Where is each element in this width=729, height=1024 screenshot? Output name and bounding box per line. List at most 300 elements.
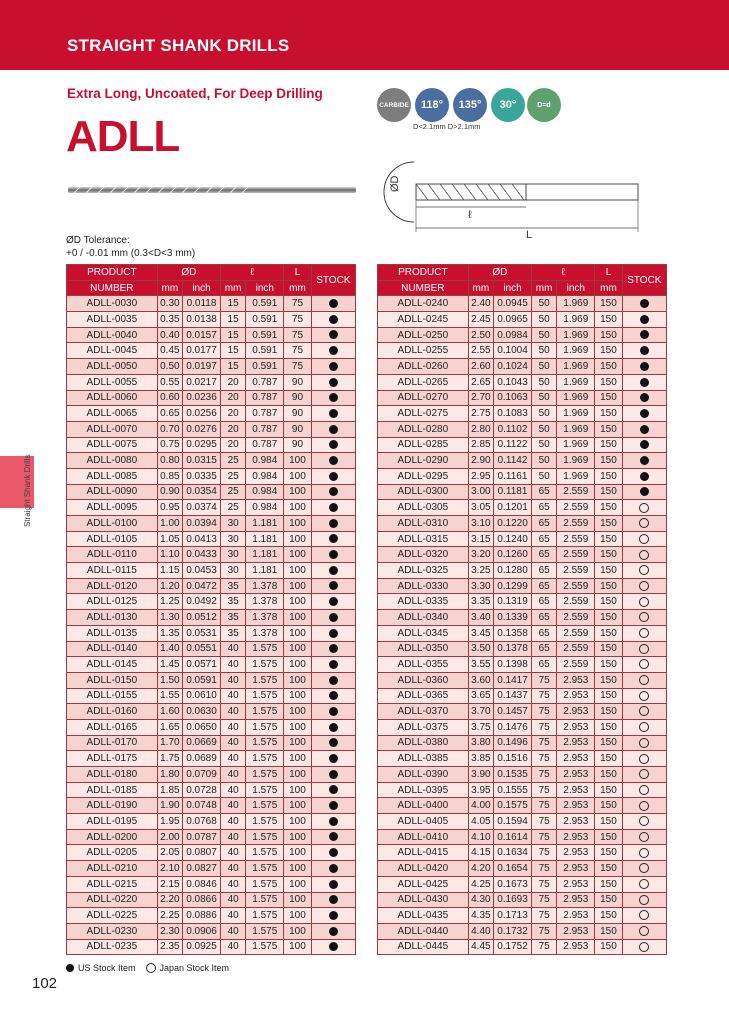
table-row <box>67 939 356 955</box>
length-mm-cell: 150 <box>595 312 622 328</box>
flute-inch-cell: 1.378 <box>246 578 284 594</box>
flute-mm-cell: 50 <box>531 437 556 453</box>
japan-stock-icon <box>639 879 649 889</box>
us-stock-icon <box>329 660 338 669</box>
length-mm-cell: 150 <box>595 327 622 343</box>
dia-mm-cell: 4.05 <box>468 814 493 830</box>
header-product: PRODUCT <box>67 265 158 281</box>
dia-inch-cell: 0.0787 <box>183 829 221 845</box>
flute-inch-cell: 1.969 <box>557 421 595 437</box>
stock-cell <box>311 594 355 610</box>
stock-cell <box>622 861 666 877</box>
table-row <box>67 421 356 437</box>
stock-cell <box>622 578 666 594</box>
stock-cell <box>311 923 355 939</box>
table-row <box>378 719 667 735</box>
us-stock-icon <box>640 330 649 339</box>
header-mm: mm <box>220 280 245 296</box>
flute-inch-cell: 1.575 <box>246 876 284 892</box>
length-mm-cell: 100 <box>284 845 311 861</box>
flute-mm-cell: 65 <box>531 625 556 641</box>
flute-inch-cell: 1.378 <box>246 594 284 610</box>
stock-cell <box>311 327 355 343</box>
flute-inch-cell: 1.575 <box>246 672 284 688</box>
us-stock-icon <box>329 613 338 622</box>
product-number-cell: ADLL-0300 <box>378 484 469 500</box>
flute-mm-cell: 35 <box>220 625 245 641</box>
dia-mm-cell: 3.90 <box>468 767 493 783</box>
flute-inch-cell: 1.969 <box>557 327 595 343</box>
flute-mm-cell: 65 <box>531 484 556 500</box>
flute-mm-cell: 75 <box>531 814 556 830</box>
us-stock-icon <box>329 456 338 465</box>
dia-inch-cell: 0.1555 <box>494 782 532 798</box>
flute-inch-cell: 1.575 <box>246 657 284 673</box>
us-stock-icon <box>329 299 338 308</box>
dia-inch-cell: 0.1161 <box>494 468 532 484</box>
dia-mm-cell: 3.25 <box>468 563 493 579</box>
table-row <box>378 578 667 594</box>
table-row <box>67 892 356 908</box>
japan-stock-icon <box>639 926 649 936</box>
flute-mm-cell: 75 <box>531 892 556 908</box>
flute-mm-cell: 25 <box>220 468 245 484</box>
stock-cell <box>622 625 666 641</box>
dia-mm-cell: 2.30 <box>157 923 182 939</box>
us-stock-icon <box>329 864 338 873</box>
stock-cell <box>622 610 666 626</box>
length-mm-cell: 150 <box>595 374 622 390</box>
length-mm-cell: 100 <box>284 531 311 547</box>
stock-cell <box>311 374 355 390</box>
product-number-cell: ADLL-0305 <box>378 500 469 516</box>
table-row <box>378 594 667 610</box>
flute-inch-cell: 1.575 <box>246 767 284 783</box>
us-stock-icon <box>329 597 338 606</box>
us-stock-icon <box>329 754 338 763</box>
flute-inch-cell: 2.953 <box>557 751 595 767</box>
table-row <box>378 782 667 798</box>
dia-mm-cell: 3.85 <box>468 751 493 767</box>
stock-cell <box>311 876 355 892</box>
stock-cell <box>622 798 666 814</box>
table-row <box>67 327 356 343</box>
flute-mm-cell: 35 <box>220 610 245 626</box>
flute-mm-cell: 15 <box>220 327 245 343</box>
dia-mm-cell: 0.70 <box>157 421 182 437</box>
us-stock-icon <box>329 487 338 496</box>
dia-mm-cell: 3.65 <box>468 688 493 704</box>
flute-inch-cell: 1.575 <box>246 892 284 908</box>
product-number-cell: ADLL-0235 <box>67 939 158 955</box>
product-number-cell: ADLL-0345 <box>378 625 469 641</box>
stock-cell <box>622 327 666 343</box>
flute-mm-cell: 15 <box>220 343 245 359</box>
us-stock-icon <box>329 911 338 920</box>
dia-mm-cell: 2.40 <box>468 296 493 312</box>
us-stock-icon <box>640 472 649 481</box>
stock-cell <box>622 453 666 469</box>
stock-cell <box>622 735 666 751</box>
product-number-cell: ADLL-0375 <box>378 719 469 735</box>
product-number-cell: ADLL-0080 <box>67 453 158 469</box>
table-row <box>378 421 667 437</box>
us-stock-icon <box>640 315 649 324</box>
product-number-cell: ADLL-0095 <box>67 500 158 516</box>
product-number-cell: ADLL-0170 <box>67 735 158 751</box>
dia-inch-cell: 0.1594 <box>494 814 532 830</box>
dia-mm-cell: 1.10 <box>157 547 182 563</box>
flute-inch-cell: 2.559 <box>557 657 595 673</box>
length-mm-cell: 100 <box>284 814 311 830</box>
product-number-cell: ADLL-0035 <box>67 312 158 328</box>
product-number-cell: ADLL-0210 <box>67 861 158 877</box>
table-row <box>67 814 356 830</box>
us-stock-icon <box>329 817 338 826</box>
product-number-cell: ADLL-0205 <box>67 845 158 861</box>
table-row <box>67 704 356 720</box>
product-number-cell: ADLL-0215 <box>67 876 158 892</box>
dia-inch-cell: 0.0453 <box>183 563 221 579</box>
stock-cell <box>622 359 666 375</box>
length-mm-cell: 100 <box>284 719 311 735</box>
stock-cell <box>311 719 355 735</box>
us-stock-icon <box>329 832 338 841</box>
us-stock-icon <box>66 964 74 972</box>
length-mm-cell: 100 <box>284 798 311 814</box>
product-number-cell: ADLL-0050 <box>67 359 158 375</box>
product-number-cell: ADLL-0335 <box>378 594 469 610</box>
flute-inch-cell: 1.575 <box>246 735 284 751</box>
flute-mm-cell: 75 <box>531 876 556 892</box>
us-stock-icon <box>329 927 338 936</box>
flute-mm-cell: 40 <box>220 908 245 924</box>
dia-mm-cell: 0.80 <box>157 453 182 469</box>
flute-mm-cell: 15 <box>220 296 245 312</box>
dia-mm-cell: 1.00 <box>157 516 182 532</box>
product-number-cell: ADLL-0380 <box>378 735 469 751</box>
dia-inch-cell: 0.0295 <box>183 437 221 453</box>
stock-cell <box>311 500 355 516</box>
length-mm-cell: 150 <box>595 719 622 735</box>
product-number-cell: ADLL-0040 <box>67 327 158 343</box>
product-number-cell: ADLL-0330 <box>378 578 469 594</box>
product-number-cell: ADLL-0145 <box>67 657 158 673</box>
flute-inch-cell: 2.559 <box>557 484 595 500</box>
length-mm-cell: 150 <box>595 688 622 704</box>
us-stock-icon <box>329 738 338 747</box>
dia-mm-cell: 3.00 <box>468 484 493 500</box>
dia-inch-cell: 0.1732 <box>494 923 532 939</box>
tolerance-line-1: ØD Tolerance: <box>66 235 130 246</box>
product-number-cell: ADLL-0175 <box>67 751 158 767</box>
us-stock-icon <box>329 770 338 779</box>
point-angle-135-badge: 135° <box>453 88 487 122</box>
dia-mm-cell: 0.55 <box>157 374 182 390</box>
dia-mm-cell: 1.40 <box>157 641 182 657</box>
flute-inch-cell: 1.378 <box>246 610 284 626</box>
dia-inch-cell: 0.1122 <box>494 437 532 453</box>
product-number-cell: ADLL-0400 <box>378 798 469 814</box>
stock-cell <box>311 908 355 924</box>
product-number-cell: ADLL-0085 <box>67 468 158 484</box>
length-mm-cell: 100 <box>284 672 311 688</box>
stock-cell <box>311 547 355 563</box>
length-mm-cell: 150 <box>595 296 622 312</box>
dia-inch-cell: 0.0335 <box>183 468 221 484</box>
flute-inch-cell: 1.575 <box>246 861 284 877</box>
length-mm-cell: 75 <box>284 312 311 328</box>
stock-cell <box>311 767 355 783</box>
table-row <box>67 296 356 312</box>
flute-inch-cell: 0.787 <box>246 390 284 406</box>
flute-mm-cell: 50 <box>531 453 556 469</box>
overall-length-label: L <box>526 229 533 238</box>
product-number-cell: ADLL-0030 <box>67 296 158 312</box>
table-row <box>378 861 667 877</box>
dia-inch-cell: 0.0374 <box>183 500 221 516</box>
flute-mm-cell: 75 <box>531 908 556 924</box>
flute-inch-cell: 2.559 <box>557 563 595 579</box>
flute-inch-cell: 0.787 <box>246 374 284 390</box>
dia-inch-cell: 0.0846 <box>183 876 221 892</box>
product-number-cell: ADLL-0440 <box>378 923 469 939</box>
table-row <box>67 531 356 547</box>
us-stock-icon <box>329 629 338 638</box>
flute-mm-cell: 40 <box>220 939 245 955</box>
dia-mm-cell: 2.10 <box>157 861 182 877</box>
table-row <box>378 437 667 453</box>
length-mm-cell: 150 <box>595 641 622 657</box>
stock-cell <box>622 704 666 720</box>
flute-inch-cell: 1.181 <box>246 516 284 532</box>
product-number-cell: ADLL-0290 <box>378 453 469 469</box>
flute-inch-cell: 1.575 <box>246 798 284 814</box>
dia-inch-cell: 0.1673 <box>494 876 532 892</box>
stock-cell <box>622 421 666 437</box>
flute-inch-cell: 2.559 <box>557 625 595 641</box>
spec-table-left <box>66 264 356 955</box>
header-dia: ØD <box>468 265 531 281</box>
table-row <box>378 531 667 547</box>
table-row <box>378 798 667 814</box>
flute-mm-cell: 20 <box>220 390 245 406</box>
japan-stock-icon <box>639 597 649 607</box>
flute-inch-cell: 0.591 <box>246 327 284 343</box>
table-row <box>378 327 667 343</box>
table-row <box>67 406 356 422</box>
product-number-cell: ADLL-0225 <box>67 908 158 924</box>
product-number-cell: ADLL-0200 <box>67 829 158 845</box>
stock-cell <box>622 312 666 328</box>
shank-diameter-badge: D=d <box>527 88 561 122</box>
stock-cell <box>622 641 666 657</box>
dia-inch-cell: 0.0571 <box>183 657 221 673</box>
drill-dimension-diagram <box>376 154 646 238</box>
flute-mm-cell: 40 <box>220 892 245 908</box>
dia-mm-cell: 4.25 <box>468 876 493 892</box>
table-row <box>67 798 356 814</box>
flute-inch-cell: 1.575 <box>246 704 284 720</box>
stock-cell <box>311 829 355 845</box>
flute-inch-cell: 1.378 <box>246 625 284 641</box>
table-row <box>67 876 356 892</box>
flute-inch-cell: 1.181 <box>246 547 284 563</box>
length-mm-cell: 150 <box>595 421 622 437</box>
flute-inch-cell: 1.575 <box>246 688 284 704</box>
stock-cell <box>311 672 355 688</box>
table-row <box>378 767 667 783</box>
table-row <box>67 516 356 532</box>
dia-mm-cell: 4.40 <box>468 923 493 939</box>
dia-mm-cell: 3.50 <box>468 641 493 657</box>
product-number-cell: ADLL-0135 <box>67 625 158 641</box>
flute-mm-cell: 50 <box>531 468 556 484</box>
stock-cell <box>622 719 666 735</box>
flute-inch-cell: 2.953 <box>557 782 595 798</box>
flute-mm-cell: 65 <box>531 641 556 657</box>
dia-inch-cell: 0.1299 <box>494 578 532 594</box>
table-row <box>67 468 356 484</box>
stock-cell <box>622 563 666 579</box>
length-mm-cell: 150 <box>595 437 622 453</box>
flute-mm-cell: 65 <box>531 516 556 532</box>
flute-mm-cell: 50 <box>531 374 556 390</box>
flute-mm-cell: 75 <box>531 939 556 955</box>
product-number-cell: ADLL-0275 <box>378 406 469 422</box>
us-stock-icon <box>329 503 338 512</box>
us-stock-label: US Stock Item <box>78 963 136 973</box>
dia-mm-cell: 3.15 <box>468 531 493 547</box>
product-number-cell: ADLL-0285 <box>378 437 469 453</box>
flute-mm-cell: 20 <box>220 374 245 390</box>
dia-inch-cell: 0.1260 <box>494 547 532 563</box>
flute-mm-cell: 15 <box>220 359 245 375</box>
header-mm: mm <box>157 280 182 296</box>
dia-mm-cell: 4.45 <box>468 939 493 955</box>
stock-cell <box>311 625 355 641</box>
dia-inch-cell: 0.1693 <box>494 892 532 908</box>
stock-cell <box>622 437 666 453</box>
dia-mm-cell: 2.20 <box>157 892 182 908</box>
dia-inch-cell: 0.0531 <box>183 625 221 641</box>
dia-mm-cell: 0.60 <box>157 390 182 406</box>
dia-inch-cell: 0.1280 <box>494 563 532 579</box>
dia-mm-cell: 1.95 <box>157 814 182 830</box>
table-row <box>67 625 356 641</box>
flute-mm-cell: 40 <box>220 923 245 939</box>
product-number-cell: ADLL-0115 <box>67 563 158 579</box>
flute-inch-cell: 0.787 <box>246 406 284 422</box>
flute-inch-cell: 1.969 <box>557 437 595 453</box>
product-number-cell: ADLL-0325 <box>378 563 469 579</box>
flute-mm-cell: 65 <box>531 610 556 626</box>
product-number-cell: ADLL-0220 <box>67 892 158 908</box>
dia-inch-cell: 0.0433 <box>183 547 221 563</box>
japan-stock-icon <box>639 769 649 779</box>
us-stock-icon <box>329 566 338 575</box>
dia-inch-cell: 0.1654 <box>494 861 532 877</box>
dia-mm-cell: 3.55 <box>468 657 493 673</box>
flute-mm-cell: 30 <box>220 531 245 547</box>
us-stock-icon <box>329 330 338 339</box>
table-row <box>378 735 667 751</box>
dia-inch-cell: 0.0768 <box>183 814 221 830</box>
header-mm: mm <box>284 280 311 296</box>
product-number-cell: ADLL-0230 <box>67 923 158 939</box>
dia-inch-cell: 0.0492 <box>183 594 221 610</box>
stock-cell <box>622 594 666 610</box>
flute-inch-cell: 2.953 <box>557 829 595 845</box>
product-number-cell: ADLL-0120 <box>67 578 158 594</box>
dia-mm-cell: 1.35 <box>157 625 182 641</box>
flute-inch-cell: 2.953 <box>557 719 595 735</box>
header-inch: inch <box>183 280 221 296</box>
table-row <box>378 374 667 390</box>
table-row <box>67 782 356 798</box>
dia-mm-cell: 3.80 <box>468 735 493 751</box>
length-mm-cell: 100 <box>284 578 311 594</box>
flute-inch-cell: 2.953 <box>557 704 595 720</box>
us-stock-icon <box>640 393 649 402</box>
product-number-cell: ADLL-0355 <box>378 657 469 673</box>
header-number: NUMBER <box>378 280 469 296</box>
flute-inch-cell: 1.969 <box>557 343 595 359</box>
table-row <box>67 861 356 877</box>
flute-inch-cell: 1.969 <box>557 296 595 312</box>
flute-inch-cell: 1.575 <box>246 719 284 735</box>
stock-cell <box>311 453 355 469</box>
dia-mm-cell: 1.70 <box>157 735 182 751</box>
dia-inch-cell: 0.0118 <box>183 296 221 312</box>
product-number-cell: ADLL-0370 <box>378 704 469 720</box>
length-mm-cell: 100 <box>284 876 311 892</box>
table-row <box>378 453 667 469</box>
length-mm-cell: 150 <box>595 767 622 783</box>
flute-mm-cell: 40 <box>220 814 245 830</box>
japan-stock-icon <box>639 565 649 575</box>
us-stock-icon <box>329 409 338 418</box>
dia-inch-cell: 0.1220 <box>494 516 532 532</box>
length-mm-cell: 90 <box>284 437 311 453</box>
length-mm-cell: 150 <box>595 939 622 955</box>
product-number-cell: ADLL-0070 <box>67 421 158 437</box>
table-row <box>67 547 356 563</box>
dia-mm-cell: 0.35 <box>157 312 182 328</box>
product-number-cell: ADLL-0250 <box>378 327 469 343</box>
header-inch: inch <box>246 280 284 296</box>
tolerance-note <box>66 235 195 260</box>
flute-inch-cell: 1.181 <box>246 563 284 579</box>
tolerance-line-2: +0 / -0.01 mm (0.3<D<3 mm) <box>66 247 196 259</box>
dia-inch-cell: 0.0236 <box>183 390 221 406</box>
length-mm-cell: 100 <box>284 688 311 704</box>
dia-inch-cell: 0.1614 <box>494 829 532 845</box>
stock-cell <box>311 641 355 657</box>
stock-cell <box>311 312 355 328</box>
dia-inch-cell: 0.0748 <box>183 798 221 814</box>
dia-mm-cell: 3.20 <box>468 547 493 563</box>
dia-mm-cell: 2.85 <box>468 437 493 453</box>
table-row <box>67 563 356 579</box>
product-number-cell: ADLL-0425 <box>378 876 469 892</box>
flute-mm-cell: 30 <box>220 516 245 532</box>
table-row <box>67 719 356 735</box>
length-mm-cell: 100 <box>284 625 311 641</box>
length-mm-cell: 100 <box>284 563 311 579</box>
flute-mm-cell: 50 <box>531 390 556 406</box>
length-mm-cell: 100 <box>284 641 311 657</box>
